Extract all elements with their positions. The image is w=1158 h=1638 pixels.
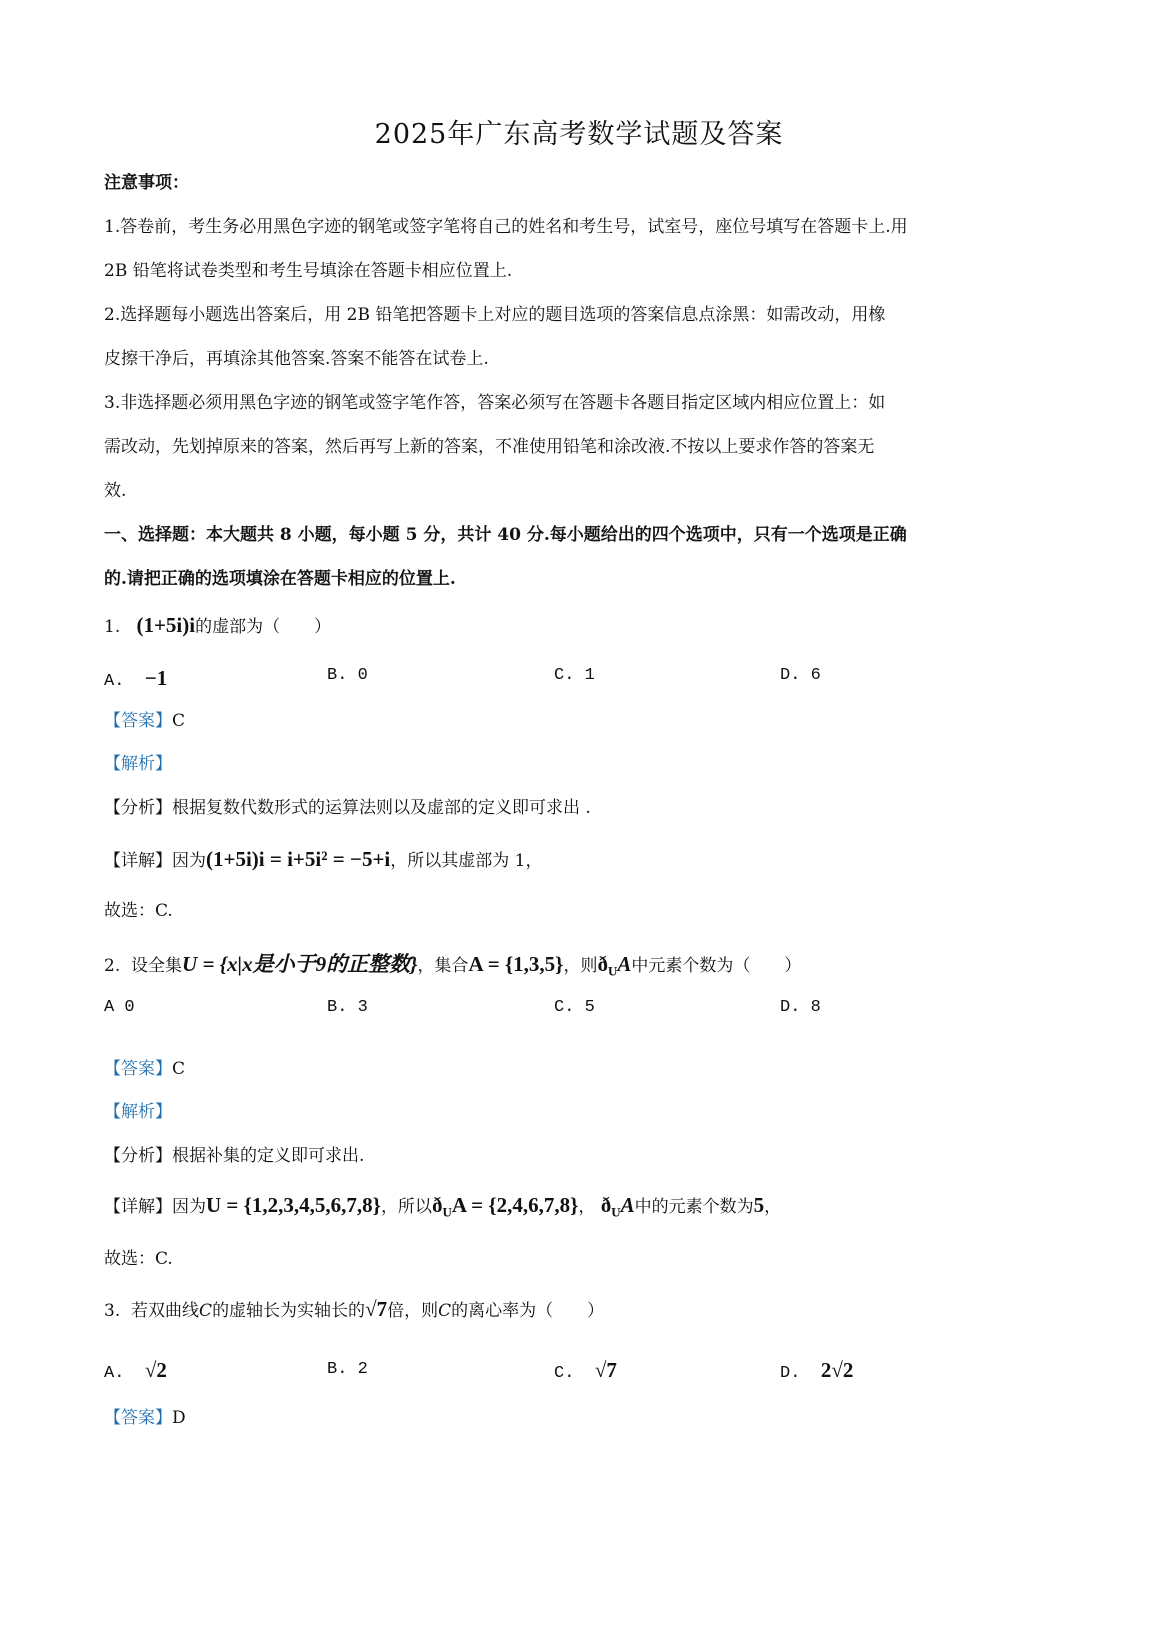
math-subscript: U bbox=[607, 963, 618, 979]
xiangjie-row bbox=[104, 846, 543, 872]
answer-label: 【答案】 bbox=[104, 1408, 172, 1428]
math-subscript: U bbox=[611, 1204, 621, 1220]
analysis-label: 【解析】 bbox=[104, 754, 172, 774]
question-3 bbox=[104, 1296, 604, 1322]
question-text: 若双曲线 bbox=[131, 1301, 200, 1321]
notice-item-1-line-1: 1.答卷前，考生务必用黑色字迹的钢笔或签字笔将自己的姓名和考生号，试室号，座位号填写在答题卡上.用 bbox=[104, 217, 908, 237]
option-d: D. 8 bbox=[780, 998, 821, 1017]
notice-item-2-line-2: 皮擦干净后，再填涂其他答案.答案不能答在试卷上. bbox=[104, 349, 489, 369]
math-subscript: U bbox=[442, 1204, 452, 1220]
fenxi-text: 根据复数代数形式的运算法则以及虚部的定义即可求出 . bbox=[172, 798, 591, 818]
option-c: C. 1 bbox=[554, 666, 595, 685]
xiangjie-row bbox=[104, 1192, 781, 1220]
math-expression: A = {1,3,5} bbox=[468, 952, 564, 976]
fenxi-label: 【分析】 bbox=[104, 1146, 172, 1166]
option-a bbox=[104, 1358, 167, 1383]
xiangjie-text: ， bbox=[578, 1197, 596, 1217]
fenxi-label: 【分析】 bbox=[104, 798, 172, 818]
fenxi-row bbox=[104, 793, 591, 818]
math-expression: 5 bbox=[753, 1193, 765, 1217]
question-text: 的离心率为（ ） bbox=[451, 1301, 605, 1321]
xiangjie-text: 中的元素个数为 bbox=[634, 1197, 754, 1217]
answer-label: 【答案】 bbox=[104, 1059, 172, 1079]
answer-row bbox=[104, 1054, 185, 1079]
xiangjie-label: 【详解】 bbox=[104, 1197, 172, 1217]
notice-item-1-line-2: 2B 铅笔将试卷类型和考生号填涂在答题卡相应位置上. bbox=[104, 261, 513, 281]
fenxi-row bbox=[104, 1141, 364, 1166]
answer-label: 【答案】 bbox=[104, 711, 172, 731]
math-expression: (1+5i)i bbox=[136, 613, 196, 637]
math-expression: U = {1,2,3,4,5,6,7,8} bbox=[206, 1193, 381, 1217]
question-text: 设全集 bbox=[131, 956, 183, 976]
fenxi-text: 根据补集的定义即可求出. bbox=[172, 1146, 365, 1166]
page-title: 2025年广东高考数学试题及答案 bbox=[374, 119, 784, 150]
math-expression: √7 bbox=[365, 1297, 388, 1321]
option-label: C. bbox=[554, 1364, 575, 1383]
section-1-line-2: 的.请把正确的选项填涂在答题卡相应的位置上. bbox=[104, 569, 456, 589]
question-2 bbox=[104, 948, 801, 979]
notice-item-3-line-3: 效. bbox=[104, 481, 127, 501]
question-text: 的虚轴长为实轴长的 bbox=[212, 1301, 366, 1321]
xiangjie-text: ，所以 bbox=[380, 1197, 432, 1217]
notice-item-3-line-1: 3.非选择题必须用黑色字迹的钢笔或签字笔作答，答案必须写在答题卡各题目指定区域内相应位置上：如 bbox=[104, 393, 886, 413]
option-c bbox=[554, 1358, 617, 1383]
option-b: B. 2 bbox=[327, 1360, 368, 1379]
option-value: √2 bbox=[144, 1358, 167, 1382]
option-b: B. 0 bbox=[327, 666, 368, 685]
notice-heading: 注意事项： bbox=[104, 173, 189, 193]
math-expression: A bbox=[617, 952, 632, 976]
xiangjie-text: 因为 bbox=[172, 851, 206, 871]
xiangjie-text: ， bbox=[764, 1197, 782, 1217]
option-b: B. 3 bbox=[327, 998, 368, 1017]
option-value: √7 bbox=[594, 1358, 617, 1382]
option-value: −1 bbox=[144, 666, 168, 690]
question-text: 中元素个数为（ ） bbox=[631, 956, 802, 976]
answer-value: D bbox=[172, 1408, 186, 1428]
question-number: 2. bbox=[104, 956, 121, 976]
option-d bbox=[780, 1358, 853, 1383]
xiangjie-label: 【详解】 bbox=[104, 851, 172, 871]
question-text: 的虚部为（ ） bbox=[195, 617, 332, 637]
option-d: D. 6 bbox=[780, 666, 821, 685]
math-variable: C bbox=[438, 1301, 452, 1321]
question-text: 倍，则 bbox=[387, 1301, 439, 1321]
complement-symbol: ð bbox=[431, 1193, 443, 1217]
question-text: ，则 bbox=[563, 956, 598, 976]
option-label: A. bbox=[104, 1364, 125, 1383]
option-label: A. bbox=[104, 672, 125, 691]
question-1 bbox=[104, 612, 331, 638]
option-a bbox=[104, 666, 167, 691]
option-label: D. bbox=[780, 1364, 801, 1383]
math-expression: A bbox=[620, 1193, 635, 1217]
question-number: 1. bbox=[104, 617, 121, 637]
math-expression: U = {x|x是小于9的正整数} bbox=[182, 952, 418, 976]
analysis-label: 【解析】 bbox=[104, 1102, 172, 1122]
math-expression: (1+5i)i = i+5i² = −5+i bbox=[206, 847, 391, 871]
option-c: C. 5 bbox=[554, 998, 595, 1017]
complement-symbol: ð bbox=[597, 952, 608, 976]
option-value: 2√2 bbox=[820, 1358, 854, 1382]
answer-value: C bbox=[172, 1059, 186, 1079]
question-number: 3. bbox=[104, 1301, 121, 1321]
notice-item-2-line-1: 2.选择题每小题选出答案后，用 2B 铅笔把答题卡上对应的题目选项的答案信息点涂黑：如需改动，用橡 bbox=[104, 305, 886, 325]
complement-symbol: ð bbox=[600, 1193, 612, 1217]
xiangjie-text: 因为 bbox=[172, 1197, 206, 1217]
answer-row bbox=[104, 706, 185, 731]
answer-value: C bbox=[172, 711, 186, 731]
xiangjie-text: ，所以其虚部为 1， bbox=[390, 851, 543, 871]
notice-item-3-line-2: 需改动，先划掉原来的答案，然后再写上新的答案，不准使用铅笔和涂改液.不按以上要求作答的答案无 bbox=[104, 437, 875, 457]
math-expression: A = {2,4,6,7,8} bbox=[451, 1193, 579, 1217]
math-variable: C bbox=[199, 1301, 213, 1321]
option-a: A 0 bbox=[104, 998, 135, 1017]
choose-row: 故选：C. bbox=[104, 901, 173, 921]
question-text: ，集合 bbox=[417, 956, 469, 976]
section-1-line-1: 一、选择题：本大题共 8 小题，每小题 5 分，共计 40 分.每小题给出的四个选项中，只有一个选项是正确 bbox=[104, 525, 907, 545]
answer-row bbox=[104, 1403, 186, 1428]
choose-row: 故选：C. bbox=[104, 1249, 173, 1269]
